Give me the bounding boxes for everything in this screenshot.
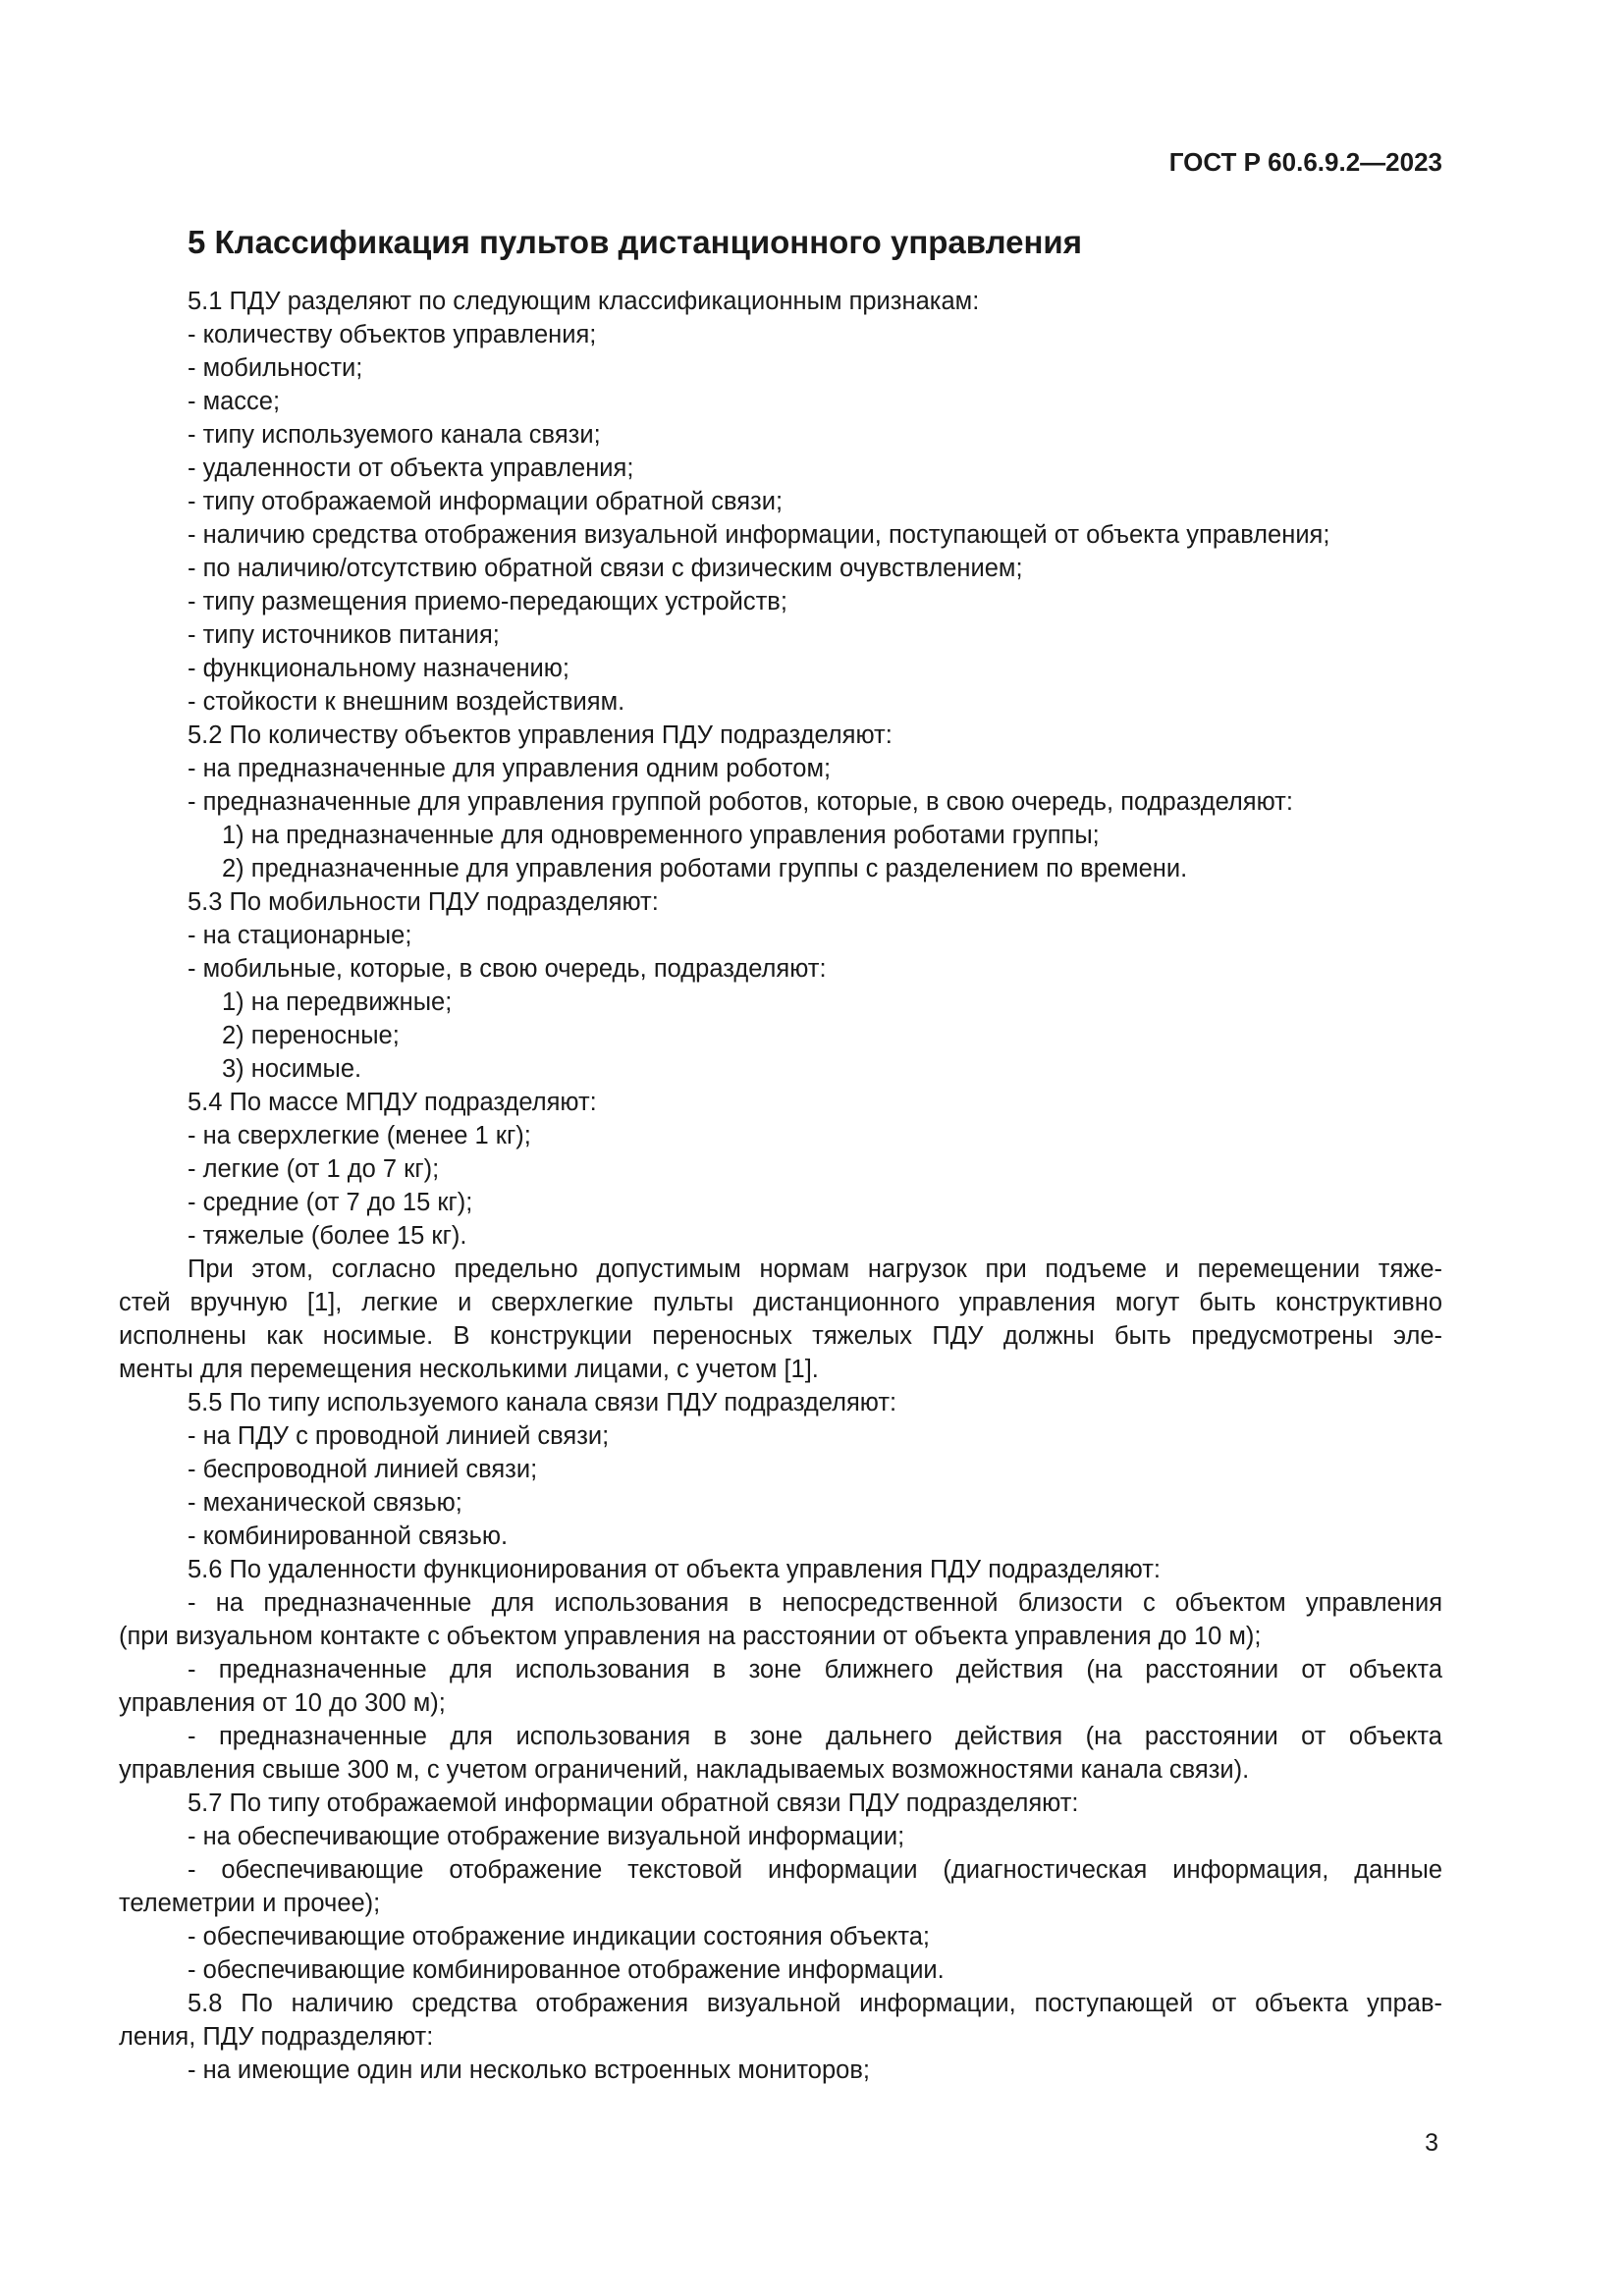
- page-number: 3: [1425, 2129, 1438, 2157]
- text-line: - типу размещения приемо-передающих устройств;: [188, 588, 787, 615]
- text-line: - типу отображаемой информации обратной связи;: [188, 488, 784, 515]
- document-code: ГОСТ Р 60.6.9.2—2023: [1168, 147, 1442, 177]
- text-line: - на ПДУ с проводной линией связи;: [188, 1422, 610, 1450]
- text-line: - на сверхлегкие (менее 1 кг);: [188, 1122, 531, 1149]
- text-line: телеметрии и прочее);: [119, 1890, 381, 1917]
- text-line: - на предназначенные для использования в непосредственной близости с объектом управления: [188, 1589, 1442, 1617]
- text-line: - легкие (от 1 до 7 кг);: [188, 1155, 440, 1183]
- text-line: 5.3 По мобильности ПДУ подразделяют:: [188, 888, 659, 916]
- text-line: 5.5 По типу используемого канала связи ПДУ подразделяют:: [188, 1389, 897, 1416]
- text-line: - функциональному назначению;: [188, 655, 570, 682]
- text-line: - средние (от 7 до 15 кг);: [188, 1189, 473, 1216]
- text-line: 1) на предназначенные для одновременного управления роботами группы;: [222, 822, 1100, 849]
- text-line: 2) переносные;: [222, 1022, 400, 1049]
- text-line: - по наличию/отсутствию обратной связи с физическим очувствлением;: [188, 555, 1023, 582]
- text-line: 5.7 По типу отображаемой информации обратной связи ПДУ подразделяют:: [188, 1789, 1079, 1817]
- text-line: - предназначенные для использования в зоне ближнего действия (на расстоянии от объекта: [188, 1656, 1442, 1683]
- text-line: исполнены как носимые. В конструкции переносных тяжелых ПДУ должны быть предусмотрены эле-: [119, 1322, 1442, 1350]
- text-line: - обеспечивающие отображение текстовой информации (диагностическая информация, данные: [188, 1856, 1442, 1884]
- section-title: 5 Классификация пультов дистанционного управления: [188, 224, 1082, 260]
- text-line: - обеспечивающие комбинированное отображение информации.: [188, 1956, 945, 1984]
- text-line: - на стационарные;: [188, 922, 412, 949]
- text-line: - механической связью;: [188, 1489, 462, 1517]
- text-line: 1) на передвижные;: [222, 988, 453, 1016]
- text-line: - мобильные, которые, в свою очередь, подразделяют:: [188, 955, 827, 983]
- text-line: 5.4 По массе МПДУ подразделяют:: [188, 1089, 597, 1116]
- text-line: При этом, согласно предельно допустимым нормам нагрузок при подъеме и перемещении тяже-: [188, 1255, 1442, 1283]
- text-line: - стойкости к внешним воздействиям.: [188, 688, 625, 716]
- text-line: 3) носимые.: [222, 1055, 362, 1083]
- text-line: - на имеющие один или несколько встроенных мониторов;: [188, 2056, 870, 2084]
- text-line: 5.8 По наличию средства отображения визуальной информации, поступающей от объекта управ-: [188, 1990, 1442, 2017]
- document-body: [119, 285, 1442, 2087]
- text-line: управления от 10 до 300 м);: [119, 1689, 446, 1717]
- text-line: 5.2 По количеству объектов управления ПДУ подразделяют:: [188, 721, 893, 749]
- text-line: стей вручную [1], легкие и сверхлегкие пульты дистанционного управления могут быть конструктивно: [119, 1289, 1442, 1316]
- text-line: 5.1 ПДУ разделяют по следующим классификационным признакам:: [188, 288, 980, 315]
- text-line: ления, ПДУ подразделяют:: [119, 2023, 434, 2051]
- text-line: - комбинированной связью.: [188, 1522, 509, 1550]
- text-line: - беспроводной линией связи;: [188, 1456, 538, 1483]
- text-line: - на обеспечивающие отображение визуальной информации;: [188, 1823, 905, 1850]
- text-line: - наличию средства отображения визуальной информации, поступающей от объекта управления;: [188, 521, 1330, 549]
- text-line: - типу используемого канала связи;: [188, 421, 601, 449]
- text-line: - мобильности;: [188, 354, 363, 382]
- text-line: (при визуальном контакте с объектом управления на расстоянии от объекта управления до 10 м);: [119, 1623, 1262, 1650]
- text-line: - предназначенные для управления группой роботов, которые, в свою очередь, подразделяют:: [188, 788, 1293, 816]
- text-line: - тяжелые (более 15 кг).: [188, 1222, 467, 1250]
- text-line: - обеспечивающие отображение индикации состояния объекта;: [188, 1923, 930, 1950]
- text-line: 5.6 По удаленности функционирования от объекта управления ПДУ подразделяют:: [188, 1556, 1161, 1583]
- text-line: менты для перемещения несколькими лицами, с учетом [1].: [119, 1356, 819, 1383]
- text-line: - предназначенные для использования в зоне дальнего действия (на расстоянии от объекта: [188, 1723, 1442, 1750]
- text-line: - типу источников питания;: [188, 621, 500, 649]
- text-line: - массе;: [188, 388, 281, 415]
- text-line: 2) предназначенные для управления роботами группы с разделением по времени.: [222, 855, 1188, 882]
- text-line: - на предназначенные для управления одним роботом;: [188, 755, 832, 782]
- text-line: - удаленности от объекта управления;: [188, 454, 634, 482]
- text-line: - количеству объектов управления;: [188, 321, 597, 348]
- text-line: управления свыше 300 м, с учетом ограничений, накладываемых возможностями канала связи).: [119, 1756, 1250, 1784]
